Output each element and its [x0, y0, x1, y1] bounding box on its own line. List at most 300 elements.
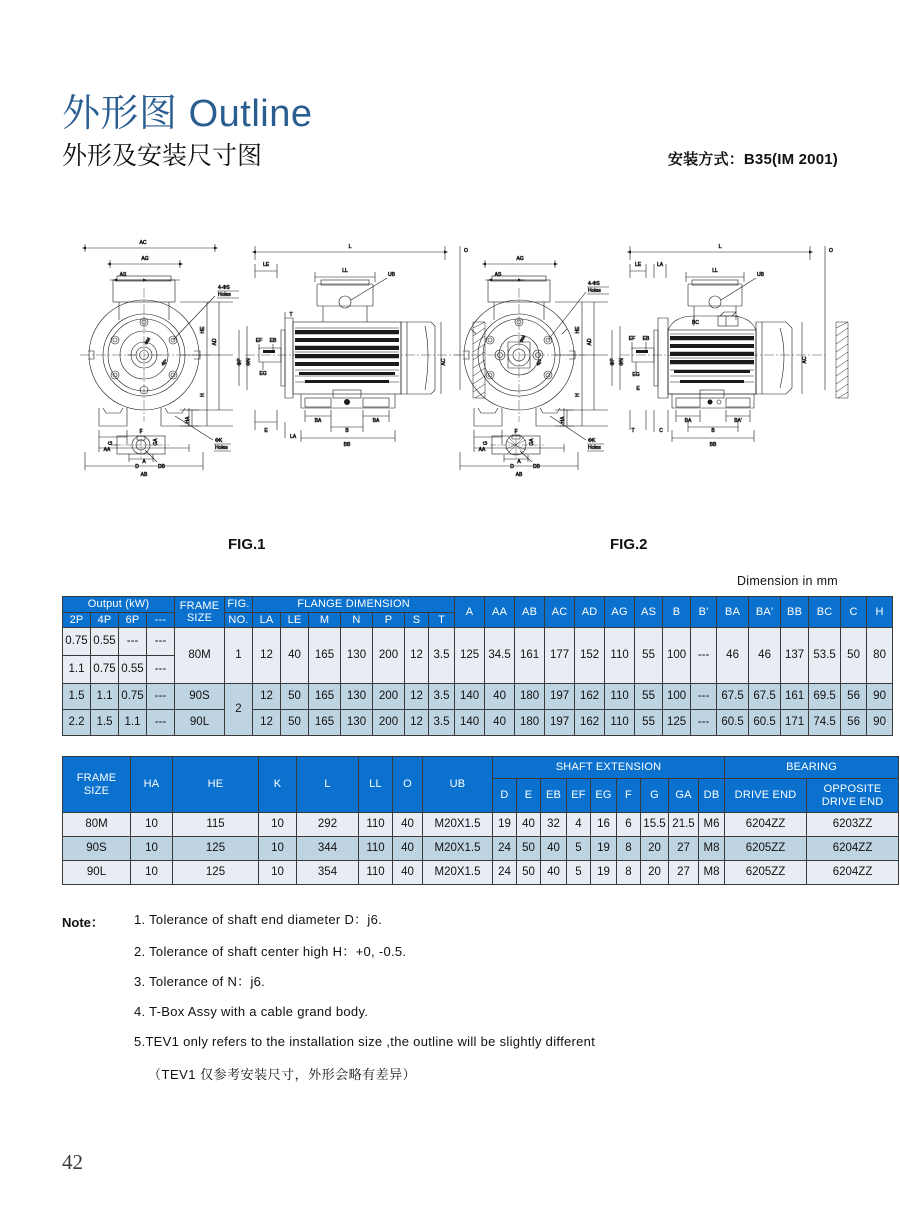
- cell2-ga: 27: [669, 861, 699, 885]
- th-fig-no: NO.: [225, 612, 253, 628]
- th-bc: BC: [809, 597, 841, 628]
- cell2-o: 40: [393, 837, 423, 861]
- th-m: M: [309, 612, 341, 628]
- svg-text:E: E: [264, 428, 268, 434]
- cell-2p: 1.1: [63, 656, 91, 684]
- cell-n: 130: [341, 628, 373, 684]
- page-title-cn: 外形图: [62, 93, 178, 135]
- cell-s: 12: [405, 684, 429, 710]
- cell-bprime: ---: [691, 628, 717, 684]
- svg-text:LL: LL: [342, 268, 348, 274]
- cell2-ll: 110: [359, 813, 393, 837]
- cell2-g: 20: [641, 861, 669, 885]
- cell-6p: ---: [119, 628, 147, 656]
- svg-text:ΦP: ΦP: [610, 358, 616, 366]
- cell-c: 56: [841, 710, 867, 736]
- cell-ac: 177: [545, 628, 575, 684]
- cell2-e: 50: [517, 861, 541, 885]
- cell-n: 130: [341, 684, 373, 710]
- svg-text:G: G: [108, 441, 114, 445]
- cell2-eg: 19: [591, 837, 617, 861]
- cell-a: 140: [455, 684, 485, 710]
- cell-bprime: ---: [691, 710, 717, 736]
- cell2-eb: 32: [541, 813, 567, 837]
- svg-text:DB: DB: [533, 464, 540, 470]
- cell-baprime: 67.5: [749, 684, 781, 710]
- cell2-db: M6: [699, 813, 725, 837]
- svg-text:O: O: [829, 248, 833, 254]
- cell-c: 50: [841, 628, 867, 684]
- cell-bc: 53.5: [809, 628, 841, 684]
- cell2-drive-end: 6204ZZ: [725, 813, 807, 837]
- cell-4p: 0.55: [91, 628, 119, 656]
- svg-text:ΦM: ΦM: [518, 334, 527, 344]
- svg-text:HA: HA: [185, 416, 191, 424]
- cell-h: 80: [867, 628, 893, 684]
- svg-text:H: H: [575, 393, 581, 397]
- cell-m: 165: [309, 684, 341, 710]
- th-blank-pole: ---: [147, 612, 175, 628]
- table-row: [63, 628, 893, 656]
- cell2-opp-drive-end: 6203ZZ: [807, 813, 899, 837]
- th2-ha: HA: [131, 757, 173, 813]
- cell2-l: 292: [297, 813, 359, 837]
- svg-text:O: O: [464, 248, 468, 254]
- cell2-ef: 5: [567, 837, 591, 861]
- cell-ac: 197: [545, 710, 575, 736]
- th-ba: BA: [717, 597, 749, 628]
- svg-text:L: L: [718, 244, 722, 250]
- th-2p: 2P: [63, 612, 91, 628]
- callout-4phis: 4-ΦS: [218, 285, 230, 291]
- cell2-d: 24: [493, 837, 517, 861]
- cell-ba: 46: [717, 628, 749, 684]
- cell-b: 100: [663, 628, 691, 684]
- cell2-db: M8: [699, 837, 725, 861]
- cell-p: 200: [373, 628, 405, 684]
- svg-text:A: A: [517, 459, 521, 465]
- fig1-shaft-detail: [108, 428, 169, 470]
- page-header: [62, 95, 312, 171]
- cell-baprime: 60.5: [749, 710, 781, 736]
- technical-drawings: [55, 230, 855, 505]
- mounting-type-label: 安装方式：B35(IM 2001): [667, 151, 838, 168]
- cell-6p: 0.55: [119, 656, 147, 684]
- th-ac: AC: [545, 597, 575, 628]
- table-row: [63, 813, 899, 837]
- dimensions-table-2-container: [62, 756, 884, 885]
- svg-text:AD: AD: [212, 338, 218, 346]
- th-flange-group: FLANGE DIMENSION: [253, 597, 455, 613]
- svg-text:LA: LA: [290, 434, 297, 440]
- th2-frame-size: FRAME SIZE: [63, 757, 131, 813]
- page-subtitle: 外形及安装尺寸图: [62, 141, 263, 170]
- fig2-label: FIG.2: [610, 536, 648, 553]
- th-ad: AD: [575, 597, 605, 628]
- cell-t: 3.5: [429, 628, 455, 684]
- cell-4p: 0.75: [91, 656, 119, 684]
- cell-ag: 110: [605, 628, 635, 684]
- page-title: [62, 95, 312, 135]
- cell2-ef: 5: [567, 861, 591, 885]
- cell2-ub: M20X1.5: [423, 837, 493, 861]
- cell-t: 3.5: [429, 684, 455, 710]
- th2-ll: LL: [359, 757, 393, 813]
- note-item: [62, 944, 852, 961]
- cell-h: 90: [867, 710, 893, 736]
- svg-text:G: G: [483, 441, 489, 445]
- svg-text:AC: AC: [139, 240, 147, 246]
- cell-ag: 110: [605, 710, 635, 736]
- table-row: [63, 684, 893, 710]
- th-fig: FIG.: [225, 597, 253, 613]
- svg-text:EF: EF: [628, 336, 636, 342]
- table2-header-row-1: [63, 757, 899, 779]
- cell-fig-no: 2: [225, 684, 253, 736]
- svg-text:BA': BA': [734, 418, 742, 424]
- cell-a: 140: [455, 710, 485, 736]
- svg-text:ΦK: ΦK: [588, 438, 596, 444]
- cell2-ub: M20X1.5: [423, 813, 493, 837]
- cell-ba: 60.5: [717, 710, 749, 736]
- note-label: Note：: [62, 915, 104, 930]
- svg-text:F: F: [514, 429, 518, 435]
- svg-text:B: B: [711, 428, 715, 434]
- cell2-d: 24: [493, 861, 517, 885]
- cell-2p: 1.5: [63, 684, 91, 710]
- cell-frame-size: 90L: [175, 710, 225, 736]
- th2-l: L: [297, 757, 359, 813]
- cell2-k: 10: [259, 861, 297, 885]
- th2-shaft-extension-group: SHAFT EXTENSION: [493, 757, 725, 779]
- th-a: A: [455, 597, 485, 628]
- svg-text:EF: EF: [255, 338, 263, 344]
- svg-text:GA: GA: [153, 438, 159, 446]
- svg-text:AG: AG: [516, 256, 524, 262]
- fig2-side-view: [610, 244, 848, 448]
- svg-text:B: B: [345, 428, 349, 434]
- cell-la: 12: [253, 710, 281, 736]
- fig2-shaft-detail: [483, 428, 544, 470]
- svg-text:UB: UB: [388, 272, 395, 278]
- cell2-ga: 27: [669, 837, 699, 861]
- th2-drive-end: DRIVE END: [725, 779, 807, 813]
- cell-ab: 161: [515, 628, 545, 684]
- cell-as: 55: [635, 684, 663, 710]
- cell-xp: ---: [147, 628, 175, 656]
- cell-6p: 0.75: [119, 684, 147, 710]
- th2-f: F: [617, 779, 641, 813]
- cell-t: 3.5: [429, 710, 455, 736]
- svg-text:BC: BC: [692, 320, 699, 326]
- th-4p: 4P: [91, 612, 119, 628]
- cell-4p: 1.5: [91, 710, 119, 736]
- svg-text:HA: HA: [560, 416, 566, 424]
- cell-n: 130: [341, 710, 373, 736]
- outline-drawing-svg: [55, 230, 855, 505]
- svg-text:AS: AS: [119, 272, 127, 278]
- note-item: [62, 1034, 852, 1051]
- cell-s: 12: [405, 628, 429, 684]
- svg-text:BA: BA: [372, 418, 380, 424]
- th2-e: E: [517, 779, 541, 813]
- th2-d: D: [493, 779, 517, 813]
- cell-4p: 1.1: [91, 684, 119, 710]
- fig1-side-view: [237, 244, 485, 448]
- th2-he: HE: [173, 757, 259, 813]
- cell-fig-no: 1: [225, 628, 253, 684]
- svg-text:ΦN: ΦN: [619, 358, 625, 366]
- th-s: S: [405, 612, 429, 628]
- dimensions-table-1: [62, 596, 893, 736]
- svg-text:Holes: Holes: [588, 445, 601, 451]
- cell2-g: 20: [641, 837, 669, 861]
- th2-o: O: [393, 757, 423, 813]
- cell-ab: 180: [515, 684, 545, 710]
- svg-text:HE: HE: [200, 326, 206, 334]
- th-t: T: [429, 612, 455, 628]
- cell-ac: 197: [545, 684, 575, 710]
- svg-text:ΦK: ΦK: [215, 438, 223, 444]
- cell2-he: 125: [173, 837, 259, 861]
- svg-text:T: T: [631, 428, 635, 434]
- cell-le: 50: [281, 710, 309, 736]
- cell-h: 90: [867, 684, 893, 710]
- cell-bc: 69.5: [809, 684, 841, 710]
- cell-as: 55: [635, 710, 663, 736]
- th-h: H: [867, 597, 893, 628]
- svg-text:H: H: [200, 393, 206, 397]
- svg-text:LE: LE: [262, 262, 270, 268]
- dimension-unit-note: Dimension in mm: [736, 574, 838, 588]
- cell2-ub: M20X1.5: [423, 861, 493, 885]
- svg-text:BB: BB: [709, 442, 717, 448]
- th-6p: 6P: [119, 612, 147, 628]
- fig1-front-view: [80, 240, 239, 478]
- svg-text:ΦP: ΦP: [237, 358, 243, 366]
- th-aa: AA: [485, 597, 515, 628]
- cell2-ll: 110: [359, 861, 393, 885]
- cell-as: 55: [635, 628, 663, 684]
- cell2-g: 15.5: [641, 813, 669, 837]
- th2-opposite-drive-end: OPPOSITE DRIVE END: [807, 779, 899, 813]
- svg-text:EB: EB: [269, 338, 277, 344]
- svg-text:E: E: [636, 386, 640, 392]
- fig1-label: FIG.1: [228, 536, 266, 553]
- cell2-l: 344: [297, 837, 359, 861]
- svg-text:ΦN: ΦN: [246, 358, 252, 366]
- cell-a: 125: [455, 628, 485, 684]
- cell2-eg: 16: [591, 813, 617, 837]
- cell-ad: 162: [575, 710, 605, 736]
- cell-la: 12: [253, 684, 281, 710]
- th2-g: G: [641, 779, 669, 813]
- th2-bearing-group: BEARING: [725, 757, 899, 779]
- cell2-eg: 19: [591, 861, 617, 885]
- cell2-k: 10: [259, 837, 297, 861]
- cell-c: 56: [841, 684, 867, 710]
- svg-text:4-ΦS: 4-ΦS: [588, 281, 600, 287]
- th-n: N: [341, 612, 373, 628]
- cell2-o: 40: [393, 813, 423, 837]
- note-text-5: 5.TEV1 only refers to the installation size ,the outline will be slightly different: [134, 1033, 596, 1049]
- cell-bc: 74.5: [809, 710, 841, 736]
- cell-aa: 40: [485, 710, 515, 736]
- note-item: [62, 912, 852, 931]
- cell-ab: 180: [515, 710, 545, 736]
- cell-b: 125: [663, 710, 691, 736]
- svg-text:45°: 45°: [535, 358, 544, 367]
- svg-text:ΦM: ΦM: [143, 336, 152, 346]
- page-number: 42: [62, 1150, 83, 1174]
- svg-text:DB: DB: [158, 464, 165, 470]
- cell2-ha: 10: [131, 813, 173, 837]
- svg-text:Holes: Holes: [588, 288, 601, 294]
- note-item: [62, 1004, 852, 1021]
- cell2-e: 50: [517, 837, 541, 861]
- cell2-frame-size: 80M: [63, 813, 131, 837]
- svg-text:AB: AB: [515, 472, 523, 478]
- cell-ba: 67.5: [717, 684, 749, 710]
- cell2-eb: 40: [541, 861, 567, 885]
- svg-text:LA: LA: [656, 262, 664, 268]
- cell-ag: 110: [605, 684, 635, 710]
- cell-p: 200: [373, 710, 405, 736]
- svg-text:AA: AA: [103, 447, 111, 453]
- cell2-opp-drive-end: 6204ZZ: [807, 837, 899, 861]
- th-c: C: [841, 597, 867, 628]
- cell2-k: 10: [259, 813, 297, 837]
- th-ag: AG: [605, 597, 635, 628]
- cell2-db: M8: [699, 861, 725, 885]
- svg-text:AC: AC: [441, 358, 447, 366]
- cell-le: 40: [281, 628, 309, 684]
- cell-frame-size: 80M: [175, 628, 225, 684]
- dimensions-table-2: [62, 756, 899, 885]
- cell2-e: 40: [517, 813, 541, 837]
- svg-text:HE: HE: [575, 326, 581, 334]
- cell-ad: 162: [575, 684, 605, 710]
- svg-text:BA: BA: [314, 418, 322, 424]
- cell-2p: 2.2: [63, 710, 91, 736]
- table-row: [63, 861, 899, 885]
- svg-text:AA: AA: [478, 447, 486, 453]
- cell2-o: 40: [393, 861, 423, 885]
- th-as: AS: [635, 597, 663, 628]
- cell-bb: 171: [781, 710, 809, 736]
- th-la: LA: [253, 612, 281, 628]
- cell-xp: ---: [147, 684, 175, 710]
- svg-text:C: C: [659, 428, 663, 434]
- svg-text:EG: EG: [632, 372, 640, 378]
- cell2-ha: 10: [131, 861, 173, 885]
- svg-text:45°: 45°: [160, 358, 169, 367]
- cell-6p: 1.1: [119, 710, 147, 736]
- cell2-eb: 40: [541, 837, 567, 861]
- th2-k: K: [259, 757, 297, 813]
- cell-m: 165: [309, 628, 341, 684]
- svg-text:T: T: [289, 312, 293, 318]
- cell2-he: 115: [173, 813, 259, 837]
- table-row: [63, 710, 893, 736]
- th2-eb: EB: [541, 779, 567, 813]
- cell-aa: 40: [485, 684, 515, 710]
- note-item: [62, 974, 852, 991]
- cell-baprime: 46: [749, 628, 781, 684]
- svg-text:A: A: [142, 459, 146, 465]
- cell-xp: ---: [147, 656, 175, 684]
- svg-text:EB: EB: [642, 336, 650, 342]
- svg-text:AS: AS: [494, 272, 502, 278]
- cell-ad: 152: [575, 628, 605, 684]
- cell2-drive-end: 6205ZZ: [725, 837, 807, 861]
- cell-aa: 34.5: [485, 628, 515, 684]
- svg-text:LL: LL: [712, 268, 718, 274]
- cell2-f: 8: [617, 837, 641, 861]
- cell-s: 12: [405, 710, 429, 736]
- cell-b: 100: [663, 684, 691, 710]
- note-text-2: 2. Tolerance of shaft center high H：+0, -0.5.: [134, 944, 407, 959]
- th2-ub: UB: [423, 757, 493, 813]
- note-text-1: 1. Tolerance of shaft end diameter D：j6.: [134, 912, 383, 927]
- svg-text:UB: UB: [757, 272, 764, 278]
- cell2-ha: 10: [131, 837, 173, 861]
- svg-text:GA: GA: [529, 438, 535, 446]
- cell2-he: 125: [173, 861, 259, 885]
- cell2-drive-end: 6205ZZ: [725, 861, 807, 885]
- notes-section: [62, 912, 852, 1096]
- cell2-opp-drive-end: 6204ZZ: [807, 861, 899, 885]
- dimensions-table-1-container: [62, 596, 886, 736]
- svg-text:F: F: [139, 429, 143, 435]
- svg-text:L: L: [348, 244, 352, 250]
- svg-text:AB: AB: [140, 472, 148, 478]
- th-bprime: B': [691, 597, 717, 628]
- cell-frame-size: 90S: [175, 684, 225, 710]
- th-baprime: BA': [749, 597, 781, 628]
- cell-p: 200: [373, 684, 405, 710]
- cell-xp: ---: [147, 710, 175, 736]
- cell2-f: 6: [617, 813, 641, 837]
- note-text-3: 3. Tolerance of N：j6.: [134, 973, 266, 989]
- cell-2p: 0.75: [63, 628, 91, 656]
- th-frame-size: FRAME SIZE: [175, 597, 225, 628]
- cell2-ef: 4: [567, 813, 591, 837]
- cell-bprime: ---: [691, 684, 717, 710]
- svg-text:AD: AD: [587, 338, 593, 346]
- th2-ga: GA: [669, 779, 699, 813]
- svg-text:LE: LE: [634, 262, 642, 268]
- cell2-d: 19: [493, 813, 517, 837]
- cell2-frame-size: 90L: [63, 861, 131, 885]
- cell-m: 165: [309, 710, 341, 736]
- cell-bb: 137: [781, 628, 809, 684]
- svg-text:EG: EG: [259, 371, 267, 377]
- cell2-ga: 21.5: [669, 813, 699, 837]
- th-bb: BB: [781, 597, 809, 628]
- th-b: B: [663, 597, 691, 628]
- th2-ef: EF: [567, 779, 591, 813]
- cell2-l: 354: [297, 861, 359, 885]
- cell-la: 12: [253, 628, 281, 684]
- th-p: P: [373, 612, 405, 628]
- svg-text:D: D: [510, 464, 514, 470]
- svg-text:AC: AC: [802, 356, 808, 364]
- svg-text:D: D: [135, 464, 139, 470]
- th-le: LE: [281, 612, 309, 628]
- page-title-en: Outline: [188, 93, 313, 135]
- th2-db: DB: [699, 779, 725, 813]
